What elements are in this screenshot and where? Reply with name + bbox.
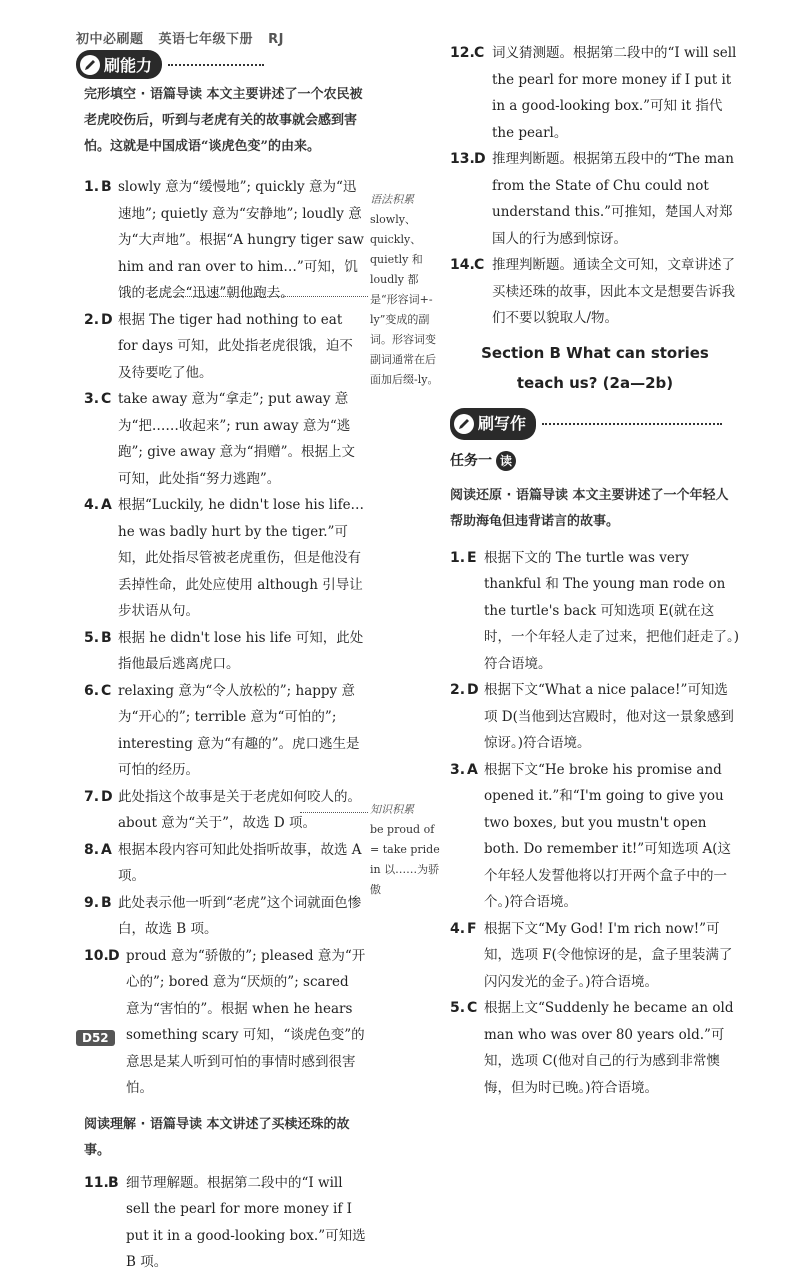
answer-letter: A [101,497,112,513]
reading-intro [84,1112,366,1164]
answer-item [450,677,740,757]
answer-item [84,1170,366,1276]
reading-answer-list-left [84,1170,366,1276]
answer-letter: D [108,947,120,964]
answer-letter: C [467,1000,478,1016]
answer-item [84,890,366,943]
cloze-intro-text: 本文主要讲述了一个农民被老虎咬伤后，听到与老虎有关的故事就会感到害怕。这就是中国成语“谈虎色变”的由来。 [84,87,363,154]
cloze-intro-label: 完形填空 · 语篇导读 [84,87,202,102]
answer-number: 12. [450,45,475,61]
answer-number: 4. [450,920,466,937]
answer-item [450,146,740,252]
answer-explanation: 根据下文的 The turtle was very thankful 和 The young man rode on the turtle's back 可知选项 E(就在这时，一个年轻人走了过来，把他们赶走了。)符合语境。 [484,549,740,672]
answer-item [450,916,740,996]
answer-letter: B [101,179,112,195]
task-one [450,448,740,475]
left-column [84,82,366,1276]
answer-letter: A [101,841,112,858]
answer-letter: F [467,920,477,937]
cloze-intro [84,82,366,160]
answer-letter: D [101,311,113,328]
side-note-vocab [370,800,442,900]
book-title: 初中必刷题 [76,32,144,47]
restore-intro-text: 本文主要讲述了一个年轻人帮助海龟但违背诺言的故事。 [450,487,729,529]
answer-item [450,995,740,1101]
answer-explanation: 根据 he didn't lose his life 可知，此处指他最后逃离虎口。 [118,629,364,672]
answer-explanation: 根据本段内容可知此处指听故事，故选 A 项。 [118,841,362,884]
answer-item [84,625,366,678]
answer-explanation: 推理判断题。通读全文可知，文章讲述了买椟还珠的故事，因此本文是想要告诉我们不要以貌取人/物。 [492,257,735,326]
pencil-icon [454,414,474,434]
answer-explanation: 此处指这个故事是关于老虎如何咬人的。about 意为“关于”，故选 D 项。 [118,788,361,831]
answer-item [450,757,740,916]
answer-item [450,40,740,146]
answer-letter: C [474,257,485,273]
pencil-icon [80,55,100,75]
answer-number: 13. [450,151,475,167]
task-one-label: 任务一 [450,453,492,469]
answer-explanation: 根据“Luckily, he didn't lose his life… he was badly hurt by the tiger.”可知，此处指尽管被老虎重伤，但是他没有丢掉性命，此处应使用 although 引导让步状语从句。 [118,497,365,619]
answer-letter: C [101,682,112,699]
answer-explanation: proud 意为“骄傲的”; pleased 意为“开心的”; bored 意为“厌烦的”; scared 意为“害怕的”。根据 when he hears something scary 可知，“谈虎色变”的意思是某人听到可怕的事情时感到很害怕。 [126,947,366,1096]
answer-explanation: 细节理解题。根据第二段中的“I will sell the pearl for more money if I put it in a good-looking box.”可知选 B 项。 [126,1174,366,1270]
edition-label: RJ [268,32,284,47]
side-note-vocab-text: be proud of = take pride in 以……为骄傲 [370,823,440,896]
subject-title: 英语七年级下册 [158,32,254,47]
running-header [76,28,294,47]
reading-intro-text: 本文讲述了买椟还珠的故事。 [84,1116,350,1158]
answer-explanation: relaxing 意为“令人放松的”; happy 意为“开心的”; terrible 意为“可怕的”; interesting 意为“有趣的”。虎口逃生是可怕的经历。 [118,682,360,778]
side-note-grammar-text: slowly、quickly、quietly 和 loudly 都是“形容词+-ly”变成的副词。形容词变副词通常在后面加后缀-ly。 [370,213,439,386]
restore-intro-label: 阅读还原 · 语篇导读 [450,487,568,503]
answer-item [84,386,366,492]
note-pointer-line [300,812,368,813]
reading-intro-label: 阅读理解 · 语篇导读 [84,1116,202,1132]
answer-number: 11. [84,1174,109,1191]
answer-explanation: 此处表示他一听到“老虎”这个词就面色惨白，故选 B 项。 [118,894,362,937]
answer-explanation: 推理判断题。根据第五段中的“The man from the State of Chu could not understand this.”可推知，楚国人对郑国人的行为感到惊讶。 [492,151,734,247]
answer-item [84,784,366,837]
answer-explanation: 根据下文“He broke his promise and opened it.”和“I'm going to give you two boxes, but you mustn't open both. Do remember it!”可知选项 A(这个年轻人发誓他将以打开两个盒子中的一个。)符合语境。 [484,761,732,910]
reading-answer-list-right [450,40,740,332]
answer-letter: E [467,549,477,566]
answer-number: 1. [84,179,100,195]
answer-letter: B [101,629,112,646]
restore-intro [450,483,740,535]
answer-explanation: take away 意为“拿走”; put away 意为“把……收起来”; run away 意为“逃跑”; give away 意为“捐赠”。根据上文可知，此处指“努力逃跑”。 [118,391,355,487]
answer-letter: B [101,894,112,911]
answer-number: 8. [84,841,100,858]
answer-letter: B [108,1174,119,1191]
answer-number: 9. [84,894,100,911]
answer-number: 2. [450,682,466,698]
answer-letter: D [474,151,486,167]
answer-number: 3. [84,391,100,407]
restore-answer-list [450,545,740,1102]
page-number: D52 [76,1030,115,1046]
answer-explanation: 根据上文“Suddenly he became an old man who was over 80 years old.”可知，选项 C(他对自己的行为感到非常懊悔，但为时已晚。)符合语境。 [484,1000,734,1096]
right-column [450,40,740,1101]
side-note-vocab-title: 知识积累 [370,803,414,816]
answer-explanation: 根据下文“My God! I'm rich now!”可知，选项 F(令他惊讶的是，盒子里装满了闪闪发光的金子。)符合语境。 [484,920,733,990]
side-note-grammar-title: 语法积累 [370,193,414,206]
answer-explanation: 词义猜测题。根据第二段中的“I will sell the pearl for more money if I put it in a good-looking box.”可知 it 指代 the pearl。 [492,45,737,141]
banner-writing [450,408,740,441]
answer-letter: C [474,45,485,61]
banner-ability-label: 刷能力 [104,56,153,75]
answer-explanation: 根据 The tiger had nothing to eat for days 可知，此处指老虎很饿，迫不及待要吃了他。 [118,311,353,381]
cloze-answer-list [84,174,366,1102]
side-note-grammar [370,190,442,390]
answer-letter: D [467,682,479,698]
section-b-subtitle: teach us? (2a—2b) [516,373,674,392]
task-read-badge: 读 [496,451,516,471]
note-pointer-line [150,296,368,297]
answer-item [84,307,366,387]
answer-explanation: slowly 意为“缓慢地”; quickly 意为“迅速地”; quietly 意为“安静地”; loudly 意为“大声地”。根据“A hungry tiger saw him and ran over to him…”可知，饥饿的老虎会“迅速”朝他跑去。 [118,179,364,301]
answer-letter: D [101,788,113,805]
answer-number: 6. [84,682,100,699]
answer-number: 7. [84,788,100,805]
banner-writing-label: 刷写作 [478,413,527,433]
answer-item [84,174,366,307]
answer-letter: A [467,761,478,778]
answer-number: 1. [450,549,466,566]
section-b-title: Section B What can stories [481,343,709,362]
answer-number: 10. [84,947,109,964]
answer-item [450,545,740,678]
answer-number: 14. [450,257,475,273]
answer-item [84,837,366,890]
answer-letter: C [101,391,112,407]
answer-number: 3. [450,761,466,778]
answer-item [450,252,740,332]
answer-number: 4. [84,497,100,513]
answer-number: 5. [450,1000,466,1016]
answer-number: 5. [84,629,100,646]
answer-explanation: 根据下文“What a nice palace!”可知选项 D(当他到达宫殿时，他对这一景象感到惊讶。)符合语境。 [484,682,734,751]
answer-number: 2. [84,311,100,328]
answer-item [84,678,366,784]
answer-item [84,492,366,625]
banner-ability [76,50,264,79]
